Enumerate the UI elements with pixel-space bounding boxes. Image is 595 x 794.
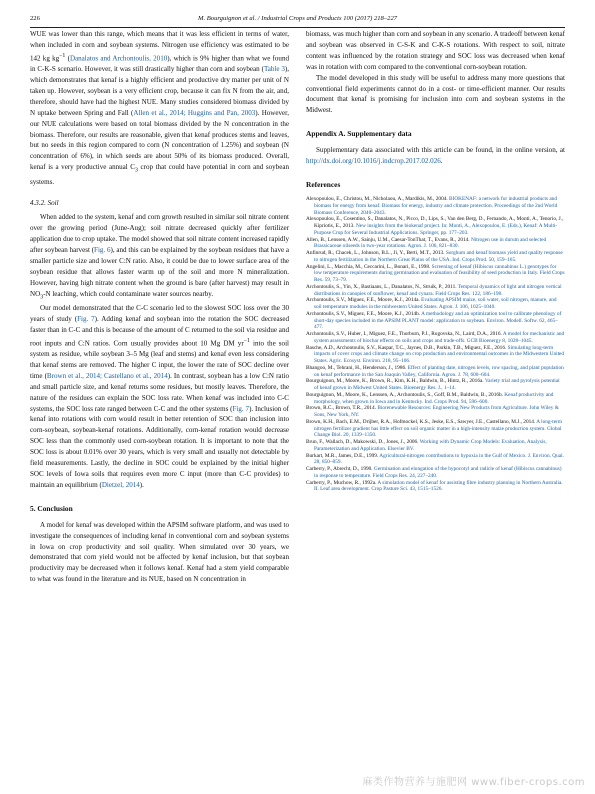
citation-link[interactable]: Danalatos and Archontoulis, 2010 bbox=[69, 54, 168, 63]
paragraph-supplementary: Supplementary data associated with this article can be found, in the online version, at http://dx.doi.org/10.1016/j.indcrop.2017.02.026. bbox=[306, 146, 565, 166]
right-column bbox=[306, 29, 565, 493]
reference-authors: Alexopoulou, E., Christou, M., Nicholaou, A., Mardikis, M., 2004. bbox=[306, 196, 450, 203]
reference-item bbox=[306, 480, 565, 494]
section-heading-appendix: Appendix A. Supplementary data bbox=[306, 129, 412, 139]
reference-link[interactable]: Effect of planting date, nitrogen levels, row spacing, and plant population on kenaf performance in the San Joaquin Valley, California. Agron. J. 78, 600–604. bbox=[314, 364, 564, 378]
reference-item bbox=[306, 216, 565, 236]
watermark: 麻类作物营养与施肥网 www.fiber-crops.com bbox=[362, 777, 585, 788]
paragraph-nue: WUE was lower than this range, which means that it was less efficient in terms of water, when included in corn and soybean systems. Nitrogen use efficiency was estimated to be 142 kg $kg^{-1}$ (Danalatos and Archontoulis, 2010), which is 9% higher than what we found in C-K-S scenario. However, it was still drastically higher than corn and soybean (Table 3), which demonstrates that kenaf is a highly efficient and productive dry matter per unit of N taken up. However, soybean is a very efficient crop, because it can fix N from the air, and, therefore, should have had the highest NUE. Many studies considered biomass divided by N uptake between Spring and Fall (Allen et al., 2014; Huggins and Pan, 2003). However, our NUE calculations were based on total biomass divided by the N concentration in the biomass. Therefore, our results are reasonable, given that kenaf produces stems and leaves, but no seeds in this region compared to corn (N concentration of 1.25%) and soybean (N concentration of 6%), in which seeds are about 50% of its biomass produced. Overall, kenaf is a very productive annual $C_3$ crop that could have potential in corn and soybean systems. bbox=[30, 30, 290, 186]
reference-link[interactable]: A model for mechanistic and system assessments of biochar effects on soils and crops and trade-offs. GCB Bioenergy 8, 1028–1045. bbox=[314, 331, 565, 344]
paragraph-conclusion-cont: biomass, was much higher than corn and soybean in any scenario. A tradeoff between kenaf and soybean was observed in C-S-K and C-K-S rotations. With respect to soil, nitrate content was influenced by the rotation strategy and SOC loss was decreased when kenaf was in rotation with corn compared to the conventional corn-soybean rotation. bbox=[306, 30, 565, 71]
paragraph-soc: Our model demonstrated that the C-C scenario led to the slowest SOC loss over the 30 years of study (Fig. 7). Adding kenaf and soybean into the rotation the SOC decreased faster than in C-C and this is because of the amount of C returned to the soil via residue and root inputs and C:N ratios. Corn usually provides about 10 Mg DM $yr^{-1}$ into the soil system as residue, while soybean 3–5 Mg (leaf and stems) and kenaf even less considering that kenaf stems are removed. The higher C input, the lower the rate of SOC decline over time (Brown et al., 2014; Castellano et al., 2014). In contrast, soybean has a low C:N ratio and small particle size, and kenaf returns some residues, but mostly leaves. Therefore, the nature of the residues can explain the SOC loss rate. When kenaf was included into C-C systems, the SOC loss rate ranged between C-C and the other systems (Fig. 7). Inclusion of kenaf into rotations with corn would result in better retention of SOC than inclusion into corn-soybean, soybean-kenaf rotations. Additionally, corn-kenaf rotation would decrease SOC less than the commonly used corn-soybean rotation. It is important to note that the SOC loss is about 0.01% over 30 years, which is very small and usually not detectable by field measurements. Lastly, the decline in SOC could be explained by the initial higher SOC levels of Iowa soils that requires even more C input (more than C-C provides) to maintain an equilibrium (Dietzel, 2014). bbox=[30, 304, 290, 489]
reference-link[interactable]: A simulation model of kenaf for assisting fibre industry planning in Northern Australia. II. Leaf area development. Crop Pasture Sci. 43, 1515–1526. bbox=[314, 479, 563, 493]
reference-authors: Carberry, P., Muchow, R., 1992a. bbox=[306, 479, 378, 486]
reference-link[interactable]: Temporal dynamics of light and nitrogen vertical distributions in canopies of sunflower, kenaf and cynara. Field Crops Res. 122, 186–198. bbox=[314, 283, 562, 297]
reference-link[interactable]: Simulating long-term impacts of cover crops and climate change on crop production and environmental outcomes in the Midwestern United States. Agric. Ecosyst. Environ. 218, 95–106. bbox=[314, 344, 565, 365]
reference-item bbox=[306, 345, 565, 365]
header-rule bbox=[30, 27, 565, 28]
reference-link[interactable]: Screening of kenaf (Hibiscus cannabinus L.) genotypes for low temperature requirements during germination and evaluation of feasibility of seed production in Italy. Field Crops Res. 59, 73–79. bbox=[314, 263, 565, 284]
subsection-heading-soil: 4.3.2. Soil bbox=[30, 199, 59, 208]
reference-link[interactable]: Sorghum and kenaf biomass yield and quality response to nitrogen fertilization in the Northern Great Plains of the USA. Ind. Crops Prod. 50, 159–165. bbox=[314, 250, 563, 263]
reference-item bbox=[306, 311, 565, 331]
reference-authors: Brown, R.C., Brown, T.R., 2014. bbox=[306, 405, 378, 412]
reference-item bbox=[306, 250, 565, 264]
table-link[interactable]: Table 3 bbox=[263, 65, 285, 74]
reference-authors: Allen, B., Lenssen, A.W., Sainju, U.M., Caesar-TonThat, T., Evans, R., 2014. bbox=[306, 236, 471, 243]
figure-link[interactable]: Fig. 6 bbox=[94, 246, 111, 255]
reference-authors: Carberry, P., Abrecht, D., 1990. bbox=[306, 466, 374, 473]
reference-authors: Brown, K.H., Bach, E.M., Drijber, R.A., Hofmockel, K.S., Jeske, E.S., Sawyer, J.E., Castellano, M.J., 2014. bbox=[306, 418, 537, 425]
reference-authors: Brun, F., Wallach, D., Makowski, D., Jones, J., 2006. bbox=[306, 439, 420, 446]
reference-link[interactable]: Evaluating APSIM maize, soil water, soil nitrogen, manure, and soil temperature modules in the midwestern United States. Agron. J. 106, 1025–1040. bbox=[314, 297, 557, 311]
reference-item bbox=[306, 196, 565, 216]
reference-item bbox=[306, 297, 565, 311]
reference-link[interactable]: BIOKENAF: a network for industrial products and biomass for energy from kenaf. Biomass for energy, industry and climate protection. Proceedings of the 2nd World Biomass Conference, 2040–2043. bbox=[314, 196, 558, 216]
reference-item bbox=[306, 453, 565, 467]
page-number: 226 bbox=[30, 15, 40, 22]
reference-link[interactable]: Kenaf productivity and morphology, when grown in Iowa and in Kentucky. Ind. Crops Prod. 94, 596–600. bbox=[314, 391, 554, 405]
section-heading-references: References bbox=[306, 180, 341, 190]
reference-authors: Archontoulis, S.V., Miguez, F.E., Moore, K.J., 2014a. bbox=[306, 297, 422, 304]
reference-link[interactable]: New insights from the biokenaf project. In: Monti, A., Alexopoulou, E. (Eds.), Kenaf: A Multi-Purpose Crop for Several Industrial Applications. Springer, pp. 177–203. bbox=[314, 223, 558, 236]
reference-authors: Archontoulis, S.V., Miguez, F.E., Moore, K.J., 2014b. bbox=[306, 310, 422, 317]
journal-citation: M. Bourguignon et al. / Industrial Crops and Products 100 (2017) 218–227 bbox=[197, 15, 398, 22]
reference-item bbox=[306, 378, 565, 392]
reference-authors: Alexopoulou, E., Cosentino, S., Danalatos, N., Picco, D., Lips, S., Van den Berg, D., Fernando, A., Monti, A., Tenorio, J., Kipriotis, E., 2013. bbox=[306, 216, 564, 230]
paragraph-model-usefulness: The model developed in this study will be useful to address many more questions that conventional field experiments cannot do in a cost- or time-efficient manner. Our results document that kenaf is promising for inclusion into corn and soybean systems in the Midwest. bbox=[306, 73, 565, 115]
reference-item bbox=[306, 331, 565, 345]
reference-link[interactable]: A long-term nitrogen fertilizer gradient has little effect on soil organic matter in a high-intensity maize production system. Global Change Biol. 20, 1339–1350. bbox=[314, 418, 563, 439]
reference-link[interactable]: A methodology and an optimization tool to calibrate phenology of short-day species included in the APSIM PLANT model: application to soybean. Environ. Modell. Softw. 62, 465–477. bbox=[314, 310, 562, 331]
reference-item bbox=[306, 466, 565, 480]
reference-item bbox=[306, 392, 565, 406]
reference-authors: Bourguignon, M., Moore, K., Lenssen, A., Archontoulis, S., Goff, B.M., Baldwin, B., 2016b. bbox=[306, 391, 505, 398]
reference-list bbox=[306, 196, 565, 493]
paragraph-soil-nitrate: When added to the system, kenaf and corn growth resulted in similar soil nitrate content over the growing period (June-Aug); soil nitrate decreased quickly after fertilizer application due to crop uptake. The model showed that soil nitrate content increased rapidly after soybean harvest (Fig. 6), and this can be explained by the soybean residues that have a smaller particle size and lower C:N ratio. Also, it could be due to lower surface area of the soybean residue that allows faster warm up of the soil and more N mineralization. However, having high nitrate content when the ground is bare (after harvest) may result in $NO_3-N$ leaching, which could contaminate water sources nearby. bbox=[30, 213, 290, 301]
reference-link[interactable]: Biorenewable Resources: Engineering New Products from Agriculture. John Wiley & Sons, New York, NY. bbox=[314, 405, 559, 419]
reference-authors: Archontoulis, S.V., Huber, I., Miguez, F.E., Thorburn, P.J., Rogovska, N., Laird, D.A., 2016. bbox=[306, 331, 503, 338]
reference-item bbox=[306, 264, 565, 284]
reference-item bbox=[306, 419, 565, 439]
reference-link[interactable]: Nitrogen use in durum and selected Brassicaceae oilseeds in two-year rotations. Agron. J. 106, 821–830. bbox=[314, 236, 547, 250]
reference-link[interactable]: Variety trial and pyrolysis potential of kenaf grown in Midwest United States. Bioenergy Res. J., 1–14. bbox=[314, 378, 560, 392]
reference-item bbox=[306, 284, 565, 298]
reference-link[interactable]: Working with Dynamic Crop Models: Evaluation, Analysis, Parameterization and Application. Elsevier BV. bbox=[314, 439, 547, 452]
citation-link[interactable]: Dietzel, 2014 bbox=[101, 480, 140, 489]
figure-link[interactable]: Fig. 7 bbox=[77, 314, 95, 323]
doi-link[interactable]: http://dx.doi.org/10.1016/j.indcrop.2017.02.026 bbox=[306, 157, 441, 166]
reference-authors: Bourguignon, M., Moore, K., Brown, R., Kim, K.H., Baldwin, B., Hintz, R., 2016a. bbox=[306, 378, 485, 385]
reference-link[interactable]: Germination and elongation of the hypocotyl and radicle of kenaf (Hibiscus cannabinus) in response to temperature. Field Crops Res. 24, 227–240. bbox=[314, 466, 562, 479]
reference-item bbox=[306, 439, 565, 453]
reference-authors: Bhangoo, M., Tehrani, H., Henderson, J., 1986. bbox=[306, 364, 408, 371]
reference-authors: Angelini, L., Macchia, M., Ceccarini, L., Bonari, E., 1998. bbox=[306, 263, 432, 270]
reference-item bbox=[306, 237, 565, 251]
citation-link[interactable]: Brown et al., 2014; Castellano et al., 2014 bbox=[46, 371, 168, 380]
reference-authors: Archontoulis, S., Yin, X., Bastiaans, L., Danalatos, N., Struik, P., 2011. bbox=[306, 283, 458, 290]
reference-link[interactable]: Agricultural-nitrogen contributions to hypoxia in the Gulf of Mexico. J. Environ. Qual. 28, 850–859. bbox=[314, 452, 564, 466]
reference-item bbox=[306, 365, 565, 379]
figure-link[interactable]: Fig. 7 bbox=[232, 404, 250, 413]
reference-authors: Anfinrud, R., Chacek, L., Johnson, B.L., Ji, Y., Berti, M.T., 2013. bbox=[306, 250, 446, 257]
reference-authors: Burkart, M.R., James, D.E., 1999. bbox=[306, 452, 380, 459]
reference-authors: Basche, A.D., Archontoulis, S.V., Kaspar, T.C., Jaynes, D.B., Parkin, T.B., Miguez, F.E., 2016. bbox=[306, 344, 508, 351]
paragraph-conclusion: A model for kenaf was developed within the APSIM software platform, and was used to investigate the consequences of including kenaf in conventional corn and soybean systems in Iowa on crop productivity and soil quality. When simulated over 30 years, we demonstrated that corn yield would not be affected by kenaf inclusion, but that soybean productivity may be decreased when it follows kenaf. Kenaf had a stem yield comparable to what was found in the literature and its NUE, based on N concentration in bbox=[30, 520, 289, 584]
reference-item bbox=[306, 405, 565, 419]
section-heading-conclusion: 5. Conclusion bbox=[30, 503, 73, 513]
citation-link[interactable]: Allen et al., 2014; Huggins and Pan, 2003 bbox=[133, 108, 256, 117]
running-header bbox=[30, 13, 565, 25]
left-column bbox=[30, 29, 289, 585]
